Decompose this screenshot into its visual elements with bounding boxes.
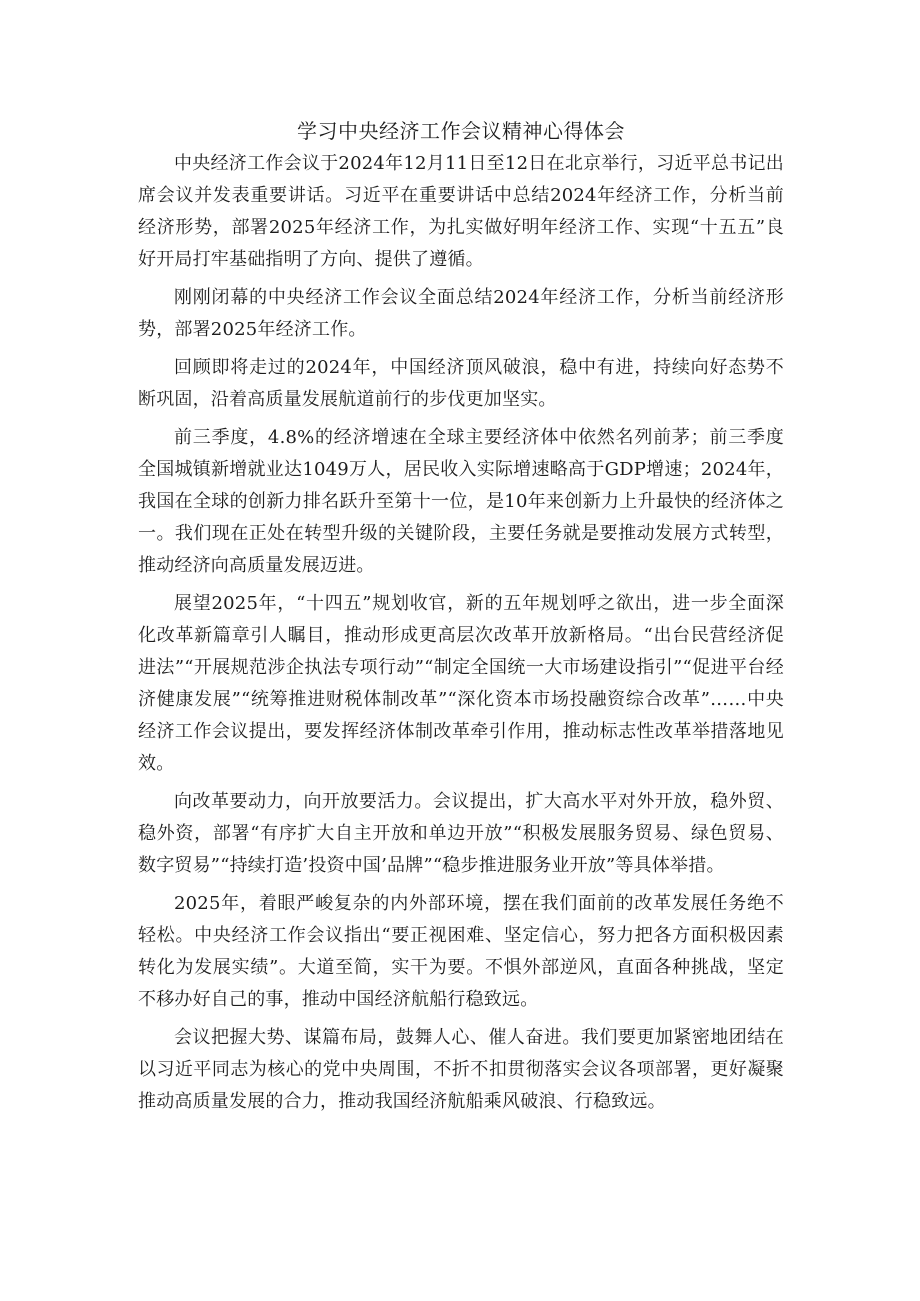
paragraph-5: 展望2025年，“十四五”规划收官，新的五年规划呼之欲出，进一步全面深化改革新篇章引人瞩目，推动形成更高层次改革开放新格局。“出台民营经济促进法”“开展规范涉企执法专项行动”“制定全国统一大市场建设指引”“促进平台经济健康发展”“统筹推进财税体制改革”“深化资本市场投融资综合改革”……中央经济工作会议提出，要发挥经济体制改革牵引作用，推动标志性改革举措落地见效。: [138, 593, 784, 774]
paragraph-7: 2025年，着眼严峻复杂的内外部环境，摆在我们面前的改革发展任务绝不轻松。中央经济工作会议指出“要正视困难、坚定信心，努力把各方面积极因素转化为发展实绩”。大道至简，实干为要。不惧外部逆风，直面各种挑战，坚定不移办好自己的事，推动中国经济航船行稳致远。: [138, 893, 784, 1010]
paragraph-3: 回顾即将走过的2024年，中国经济顶风破浪，稳中有进，持续向好态势不断巩固，沿着高质量发展航道前行的步伐更加坚实。: [138, 357, 784, 410]
document-title: 学习中央经济工作会议精神心得体会: [297, 119, 625, 143]
paragraph-6: 向改革要动力，向开放要活力。会议提出，扩大高水平对外开放，稳外贸、稳外资，部署“有序扩大自主开放和单边开放”“积极发展服务贸易、绿色贸易、数字贸易”“持续打造’投资中国’品牌”“稳步推进服务业开放”等具体举措。: [138, 791, 784, 876]
document-body: [138, 116, 784, 1124]
paragraph-4: 前三季度，4.8%的经济增速在全球主要经济体中依然名列前茅；前三季度全国城镇新增就业达1049万人，居民收入实际增速略高于GDP增速；2024年，我国在全球的创新力排名跃升至第十一位，是10年来创新力上升最快的经济体之一。我们现在正处在转型升级的关键阶段，主要任务就是要推动发展方式转型，推动经济向高质量发展迈进。: [138, 427, 784, 576]
paragraph-8: 会议把握大势、谋篇布局，鼓舞人心、催人奋进。我们要更加紧密地团结在以习近平同志为核心的党中央周围，不折不扣贯彻落实会议各项部署，更好凝聚推动高质量发展的合力，推动我国经济航船乘风破浪、行稳致远。: [138, 1027, 784, 1112]
paragraph-1: 中央经济工作会议于2024年12月11日至12日在北京举行，习近平总书记出席会议并发表重要讲话。习近平在重要讲话中总结2024年经济工作，分析当前经济形势，部署2025年经济工作，为扎实做好明年经济工作、实现“十五五”良好开局打牢基础指明了方向、提供了遵循。: [138, 153, 784, 270]
paragraph-2: 刚刚闭幕的中央经济工作会议全面总结2024年经济工作，分析当前经济形势，部署2025年经济工作。: [138, 287, 784, 340]
